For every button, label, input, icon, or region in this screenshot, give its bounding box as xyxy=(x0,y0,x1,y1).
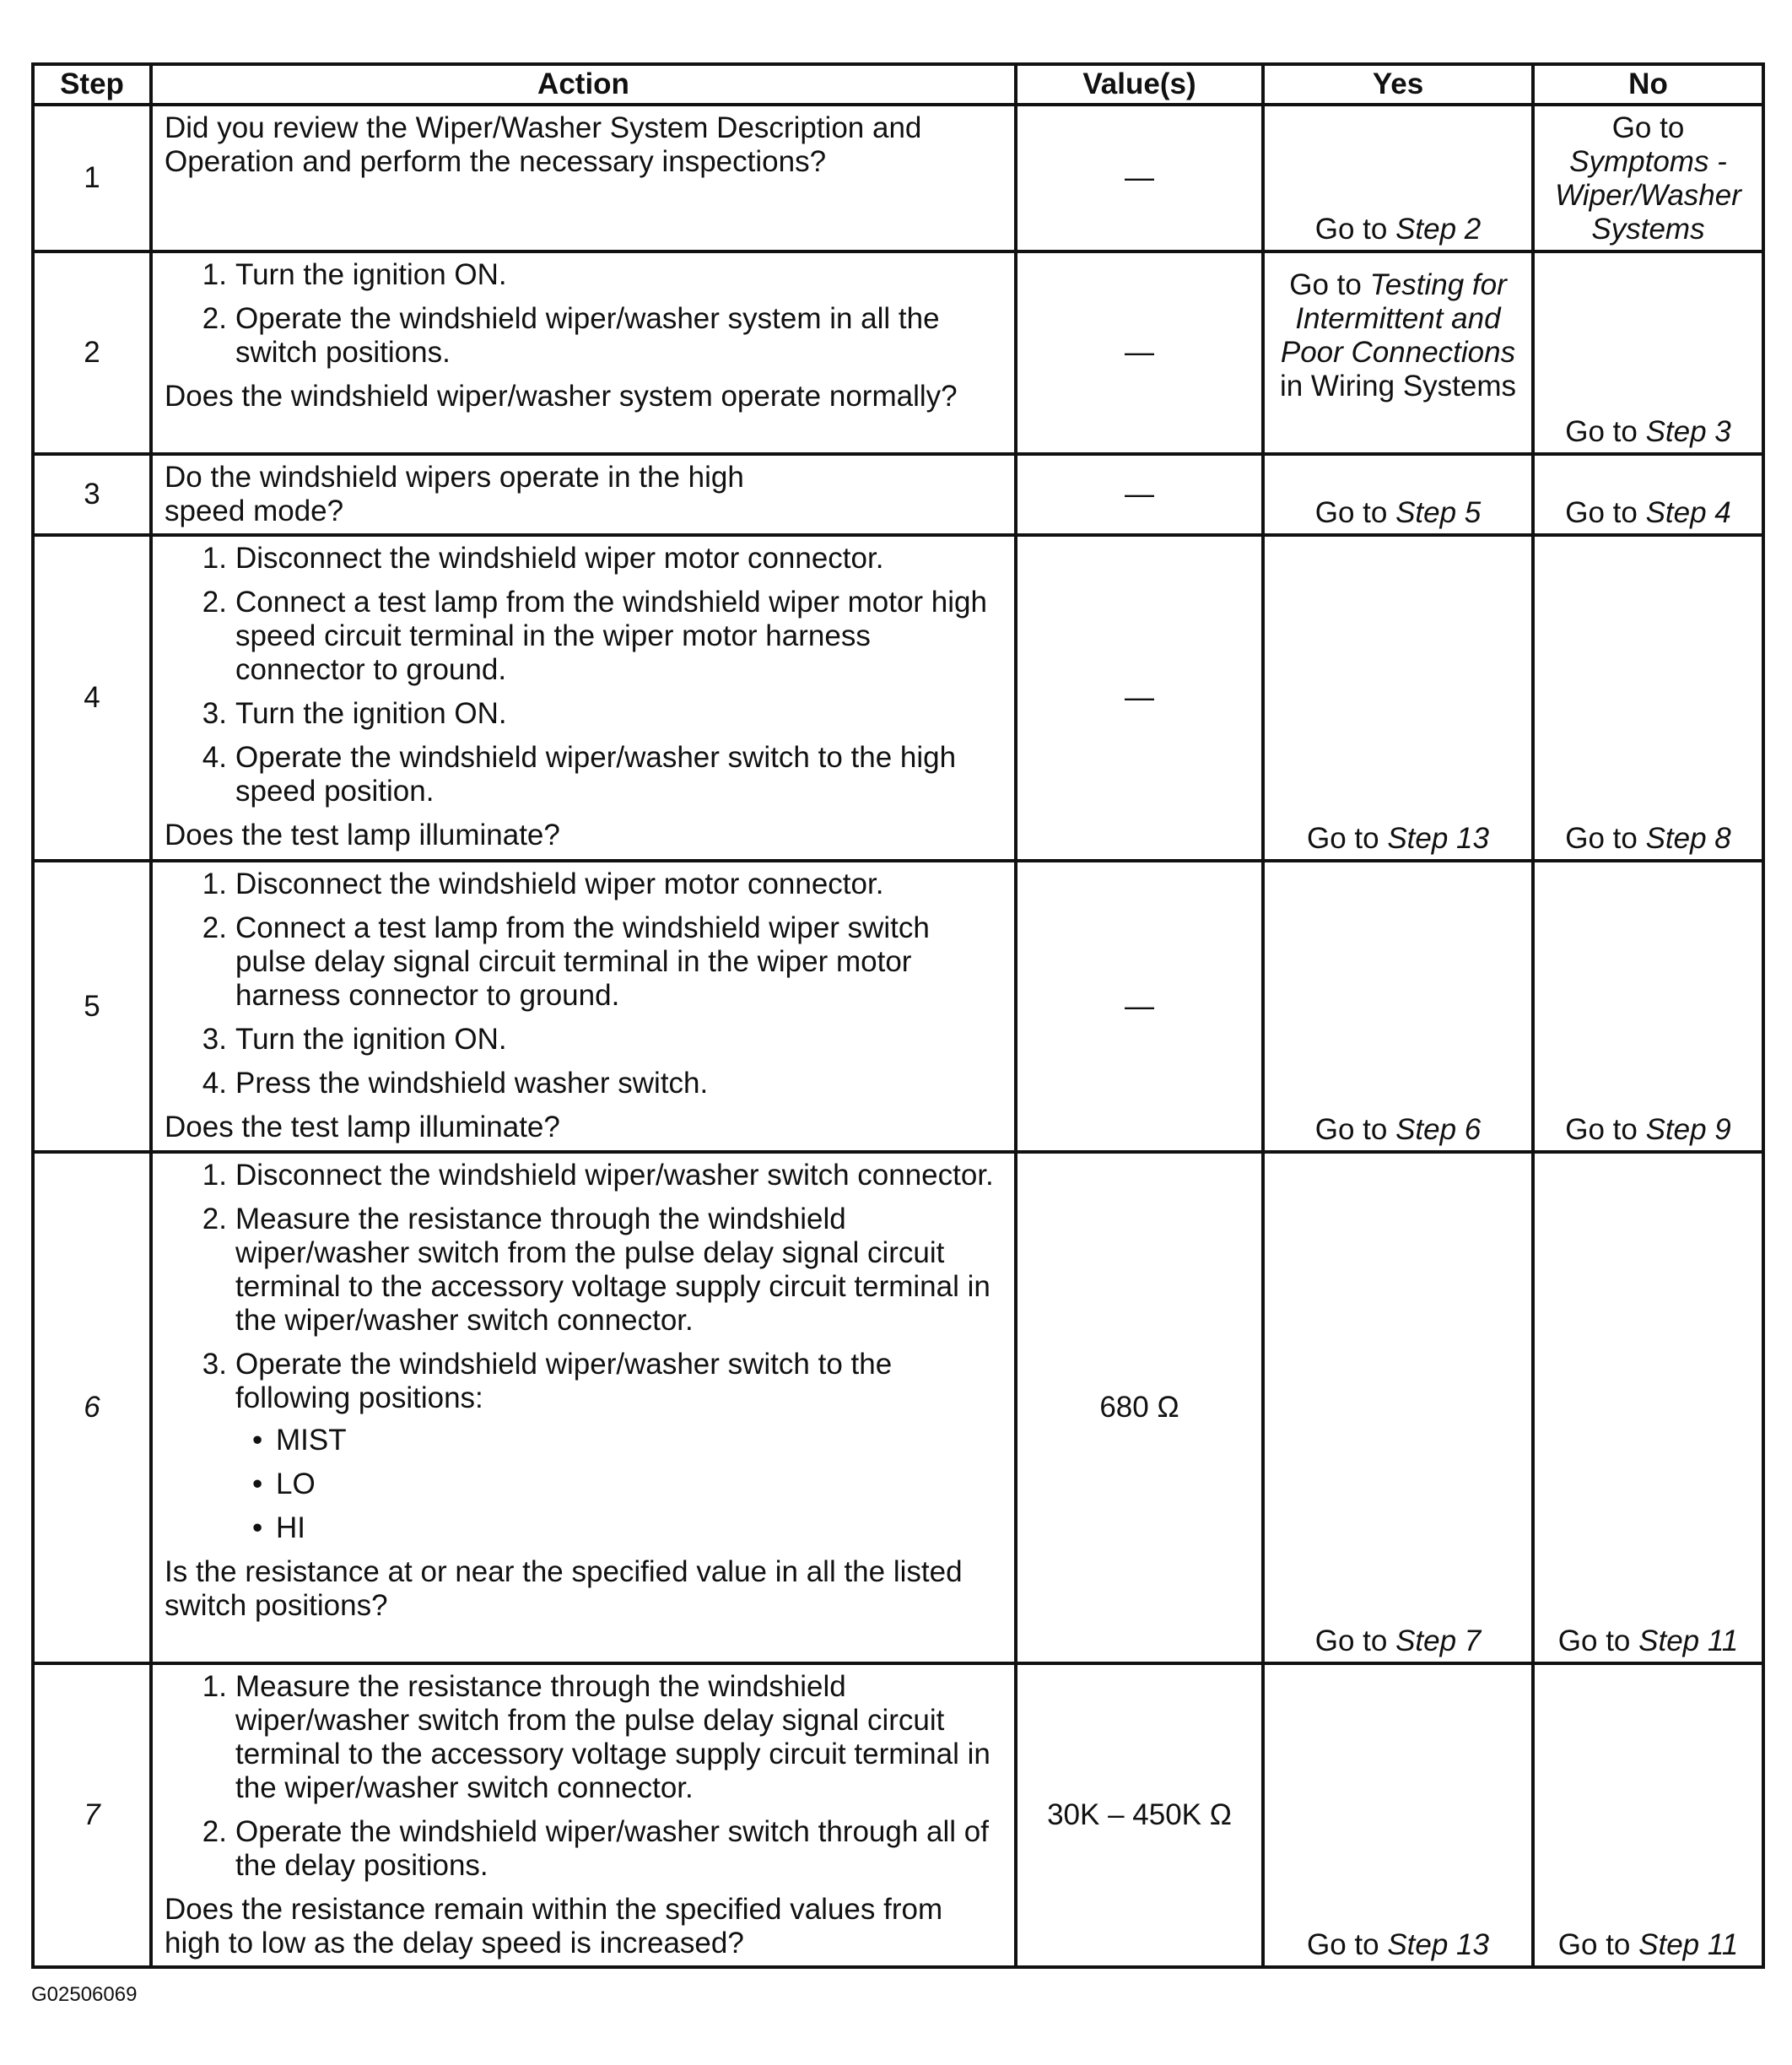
goto-target: Step 6 xyxy=(1395,1113,1482,1146)
action-step-item: 4. Operate the windshield wiper/washer switch to the high speed position. xyxy=(202,741,957,808)
action-question: Does the resistance remain within the specified values from high to low as the delay speed is increased? xyxy=(165,1893,943,1960)
action-question: Does the test lamp illuminate? xyxy=(165,819,560,851)
value-cell: 680 Ω xyxy=(1016,1152,1263,1663)
table-header-row xyxy=(33,64,1763,105)
position-item: • HI xyxy=(276,1511,1002,1545)
position-list xyxy=(235,1424,1002,1545)
position-item: • LO xyxy=(276,1468,1002,1501)
action-question: Does the windshield wiper/washer system operate normally? xyxy=(165,380,958,413)
value-cell: — xyxy=(1016,251,1263,454)
value-cell: — xyxy=(1016,861,1263,1152)
table-row-step-1 xyxy=(33,105,1763,251)
goto-prefix: Go to xyxy=(1565,822,1646,855)
goto-target: Step 11 xyxy=(1638,1624,1739,1657)
goto-suffix: in Wiring Systems xyxy=(1279,370,1517,403)
diagnostic-table xyxy=(31,62,1765,1969)
goto-prefix: Go to xyxy=(1611,111,1685,144)
action-step-item: 2. Connect a test lamp from the windshield wiper switch pulse delay signal circuit terminal in the wiper motor harness connector to ground. xyxy=(202,911,930,1012)
yes-cell xyxy=(1263,105,1533,251)
goto-prefix: Go to xyxy=(1565,496,1646,529)
yes-goto[interactable] xyxy=(1265,268,1531,403)
goto-prefix: Go to xyxy=(1314,1113,1396,1146)
goto-target: Step 8 xyxy=(1645,822,1731,855)
action-steps xyxy=(165,542,1002,808)
table-row-step-5 xyxy=(33,861,1763,1152)
action-cell xyxy=(151,535,1016,861)
step-number: 7 xyxy=(33,1663,151,1967)
header-action: Action xyxy=(151,64,1016,105)
goto-prefix: Go to xyxy=(1307,822,1388,855)
action-cell xyxy=(151,454,1016,535)
action-cell xyxy=(151,105,1016,251)
no-cell xyxy=(1533,535,1763,861)
no-cell xyxy=(1533,1663,1763,1967)
step-number: 6 xyxy=(33,1152,151,1663)
value-cell: 30K – 450K Ω xyxy=(1016,1663,1263,1967)
yes-goto[interactable] xyxy=(1265,822,1531,856)
table-row-step-6 xyxy=(33,1152,1763,1663)
yes-cell xyxy=(1263,861,1533,1152)
table-row-step-2 xyxy=(33,251,1763,454)
goto-target: Step 11 xyxy=(1638,1928,1739,1961)
goto-target: Step 9 xyxy=(1645,1113,1731,1146)
action-step-item: 2. Connect a test lamp from the windshield wiper motor high speed circuit terminal in the wiper motor harness connector to ground. xyxy=(202,586,987,686)
yes-cell xyxy=(1263,535,1533,861)
value-cell: — xyxy=(1016,454,1263,535)
action-step-item: 1. Disconnect the windshield wiper/washer switch connector. xyxy=(202,1159,994,1192)
no-goto[interactable] xyxy=(1535,415,1762,449)
step-number: 4 xyxy=(33,535,151,861)
goto-target: Symptoms - Wiper/Washer Systems xyxy=(1555,145,1741,246)
position-item: • MIST xyxy=(276,1424,1002,1457)
action-step-item: 2. Operate the windshield wiper/washer switch through all of the delay positions. xyxy=(202,1815,989,1882)
goto-target: Step 13 xyxy=(1387,1928,1489,1961)
action-question: Is the resistance at or near the specified value in all the listed switch positions? xyxy=(165,1555,963,1622)
goto-target: Step 5 xyxy=(1395,496,1482,529)
goto-prefix: Go to xyxy=(1565,415,1646,448)
action-step-item: 1. Disconnect the windshield wiper motor connector. xyxy=(202,868,884,900)
no-goto[interactable] xyxy=(1535,496,1762,530)
action-step-item: 3. Operate the windshield wiper/washer switch to the following positions: • MIST • LO • HI xyxy=(235,1348,1002,1545)
action-cell xyxy=(151,861,1016,1152)
no-cell xyxy=(1533,454,1763,535)
header-step: Step xyxy=(33,64,151,105)
goto-target: Step 4 xyxy=(1645,496,1731,529)
action-step-item: 1. Disconnect the windshield wiper motor connector. xyxy=(202,542,884,575)
action-step-item: 3. Turn the ignition ON. xyxy=(202,697,507,730)
header-values: Value(s) xyxy=(1016,64,1263,105)
action-step-item: 3. Turn the ignition ON. xyxy=(202,1023,507,1056)
goto-prefix: Go to xyxy=(1314,213,1396,246)
yes-cell xyxy=(1263,1663,1533,1967)
action-question: Do the windshield wipers operate in the high speed mode? xyxy=(165,461,744,527)
step-number: 5 xyxy=(33,861,151,1152)
no-goto[interactable] xyxy=(1535,1928,1762,1962)
goto-prefix: Go to xyxy=(1557,1928,1639,1961)
yes-goto[interactable] xyxy=(1265,1928,1531,1962)
goto-prefix: Go to xyxy=(1557,1624,1639,1657)
no-cell xyxy=(1533,251,1763,454)
no-cell xyxy=(1533,105,1763,251)
value-cell: — xyxy=(1016,105,1263,251)
goto-target: Step 3 xyxy=(1645,415,1731,448)
action-steps xyxy=(165,1670,1002,1883)
step-number: 1 xyxy=(33,105,151,251)
action-question: Did you review the Wiper/Washer System Description and Operation and perform the necessary inspections? xyxy=(165,111,922,178)
goto-target: Testing for Intermittent and Poor Connections xyxy=(1280,268,1516,369)
goto-target: Step 2 xyxy=(1395,213,1482,246)
yes-cell xyxy=(1263,454,1533,535)
action-step-item: 2. Operate the windshield wiper/washer system in all the switch positions. xyxy=(202,302,940,369)
goto-prefix: Go to xyxy=(1314,1624,1396,1657)
diagnostic-table-container xyxy=(31,62,1762,1969)
action-step-item: 1. Turn the ignition ON. xyxy=(202,258,507,291)
yes-goto[interactable] xyxy=(1265,1113,1531,1147)
table-row-step-4 xyxy=(33,535,1763,861)
yes-cell xyxy=(1263,251,1533,454)
no-goto[interactable] xyxy=(1535,1113,1762,1147)
table-row-step-3 xyxy=(33,454,1763,535)
step-number: 3 xyxy=(33,454,151,535)
action-step-item: 1. Measure the resistance through the windshield wiper/washer switch from the pulse delay signal circuit terminal to the accessory voltage supply circuit terminal in the wiper/washer switch connector. xyxy=(202,1670,990,1804)
no-goto[interactable] xyxy=(1535,1624,1762,1658)
action-cell xyxy=(151,1152,1016,1663)
action-cell xyxy=(151,251,1016,454)
action-steps xyxy=(165,868,1002,1100)
action-step-item: 2. Measure the resistance through the windshield wiper/washer switch from the pulse delay signal circuit terminal to the accessory voltage supply circuit terminal in the wiper/washer switch connector. xyxy=(202,1203,990,1337)
yes-goto[interactable] xyxy=(1265,1624,1531,1658)
goto-prefix: Go to xyxy=(1314,496,1396,529)
goto-target: Step 13 xyxy=(1387,822,1489,855)
goto-prefix: Go to xyxy=(1565,1113,1646,1146)
goto-prefix: Go to xyxy=(1289,268,1370,301)
action-question: Does the test lamp illuminate? xyxy=(165,1111,560,1143)
action-cell xyxy=(151,1663,1016,1967)
no-cell xyxy=(1533,861,1763,1152)
table-row-step-7 xyxy=(33,1663,1763,1967)
goto-prefix: Go to xyxy=(1307,1928,1388,1961)
figure-code: G02506069 xyxy=(31,1983,138,2006)
yes-cell xyxy=(1263,1152,1533,1663)
yes-goto[interactable] xyxy=(1265,213,1531,246)
no-cell xyxy=(1533,1152,1763,1663)
header-yes: Yes xyxy=(1263,64,1533,105)
value-cell: — xyxy=(1016,535,1263,861)
action-steps xyxy=(165,1159,1002,1545)
no-goto[interactable] xyxy=(1535,111,1762,246)
header-no: No xyxy=(1533,64,1763,105)
action-step-item: 4. Press the windshield washer switch. xyxy=(202,1067,709,1100)
goto-target: Step 7 xyxy=(1395,1624,1482,1657)
yes-goto[interactable] xyxy=(1265,496,1531,530)
no-goto[interactable] xyxy=(1535,822,1762,856)
action-steps xyxy=(165,258,1002,370)
step-number: 2 xyxy=(33,251,151,454)
